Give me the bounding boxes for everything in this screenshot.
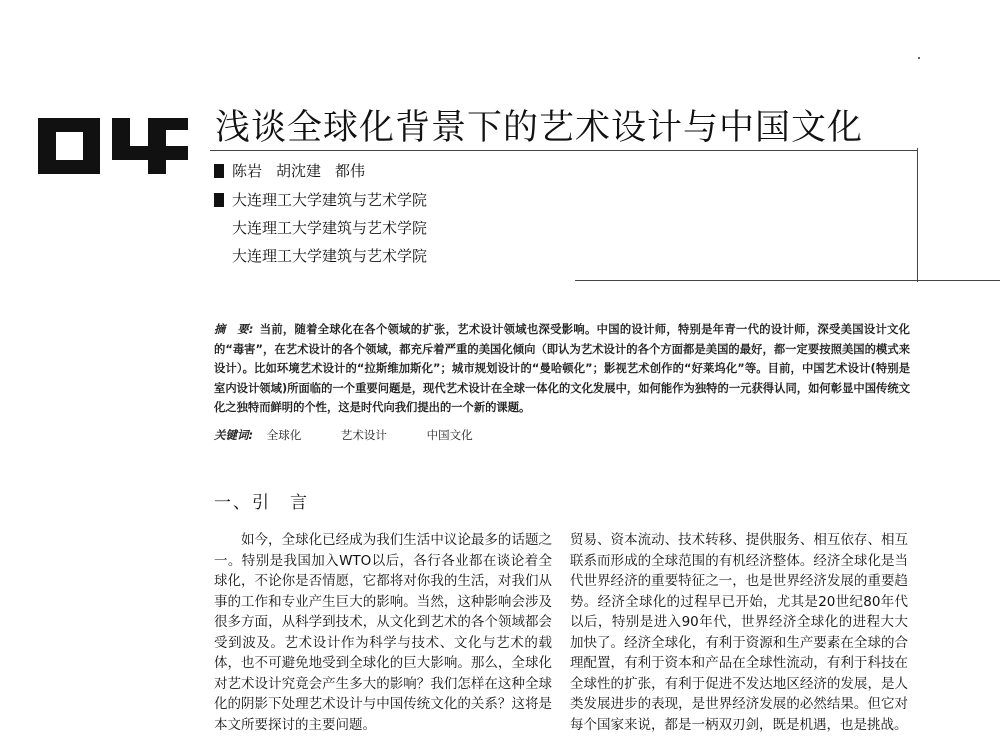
affiliation-line: [214, 245, 427, 266]
keywords: [214, 427, 509, 443]
affiliation-line: [214, 189, 427, 210]
author-line: [214, 160, 365, 181]
logo-digit-four: [112, 118, 188, 174]
affiliation: 大连理工大学建筑与艺术学院: [232, 247, 428, 265]
decorative-vertical-rule: [917, 148, 918, 282]
section-heading: 一、引 言: [214, 493, 309, 513]
keyword: 中国文化: [426, 428, 473, 442]
chapter-number-logo: [38, 118, 188, 174]
decorative-horizontal-rule: [575, 280, 1000, 281]
keyword: 艺术设计: [340, 428, 387, 442]
affiliation: 大连理工大学建筑与艺术学院: [232, 219, 428, 237]
author-name: 陈岩: [232, 162, 263, 180]
body-column-right: 贸易、资本流动、技术转移、提供服务、相互依存、相互联系而形成的全球范围的有机经济整体。经济全球化是当代世界经济的重要特征之一，也是世界经济发展的重要趋势。经济全球化的过程早已开始，尤其是20世纪80年代以后，特别是进入90年代，世界经济全球化的进程大大加快了。经济全球化，有利于资源和生产要素在全球的合理配置，有利于资本和产品在全球性流动，有利于科技在全球性的扩张，有利于促进不发达地区经济的发展，是人类发展进步的表现，是世界经济发展的必然结果。但它对每个国家来说，都是一柄双刃剑，既是机遇，也是挑战。: [570, 532, 908, 733]
abstract-text: 当前，随着全球化在各个领域的扩张，艺术设计领域也深受影响。中国的设计师，特别是年青一代的设计师，深受美国设计文化的“毒害”，在艺术设计的各个领域，都充斥着严重的美国化倾向（即认为艺术设计的各个方面都是美国的最好，都一定要按照美国的模式来设计）。比如环境艺术设计的“拉斯维加斯化”；城市规划设计的“曼哈顿化”；影视艺术创作的“好莱坞化”等。目前，中国艺术设计(特别是室内设计领域)所面临的一个重要问题是，现代艺术设计在全球一体化的文化发展中，如何能作为独特的一元获得认同，如何彰显中国传统文化之独特而鲜明的个性，这是时代向我们提出的一个新的课题。: [214, 323, 910, 414]
corner-mark: [918, 57, 920, 59]
affiliation: 大连理工大学建筑与艺术学院: [232, 191, 428, 209]
body-column-left: 如今，全球化已经成为我们生活中议论最多的话题之一。特别是我国加入WTO以后，各行各业都在谈论着全球化，不论你是否情愿，它都将对你我的生活，对我们从事的工作和专业产生巨大的影响。当然，这种影响会涉及很多方面，从科学到技术，从文化到艺术的各个领域都会受到波及。艺术设计作为科学与技术、文化与艺术的载体，也不可避免地受到全球化的巨大影响。那么，全球化对艺术设计究竟会产生多大的影响？我们怎样在这种全球化的阴影下处理艺术设计与中国传统文化的关系？这将是本文所要探讨的主要问题。: [214, 532, 552, 733]
keywords-label: 关键词:: [214, 428, 254, 442]
author-name: 都伟: [335, 162, 366, 180]
author-name: 胡沈建: [276, 162, 322, 180]
affiliation-line: [214, 217, 427, 238]
bullet-square-icon: [214, 164, 224, 178]
title-underline: [210, 150, 918, 151]
abstract-label: 摘 要:: [214, 323, 254, 336]
article-title: 浅谈全球化背景下的艺术设计与中国文化: [215, 108, 864, 148]
keyword: 全球化: [266, 428, 302, 442]
abstract: [214, 320, 910, 418]
bullet-square-icon: [214, 193, 224, 207]
